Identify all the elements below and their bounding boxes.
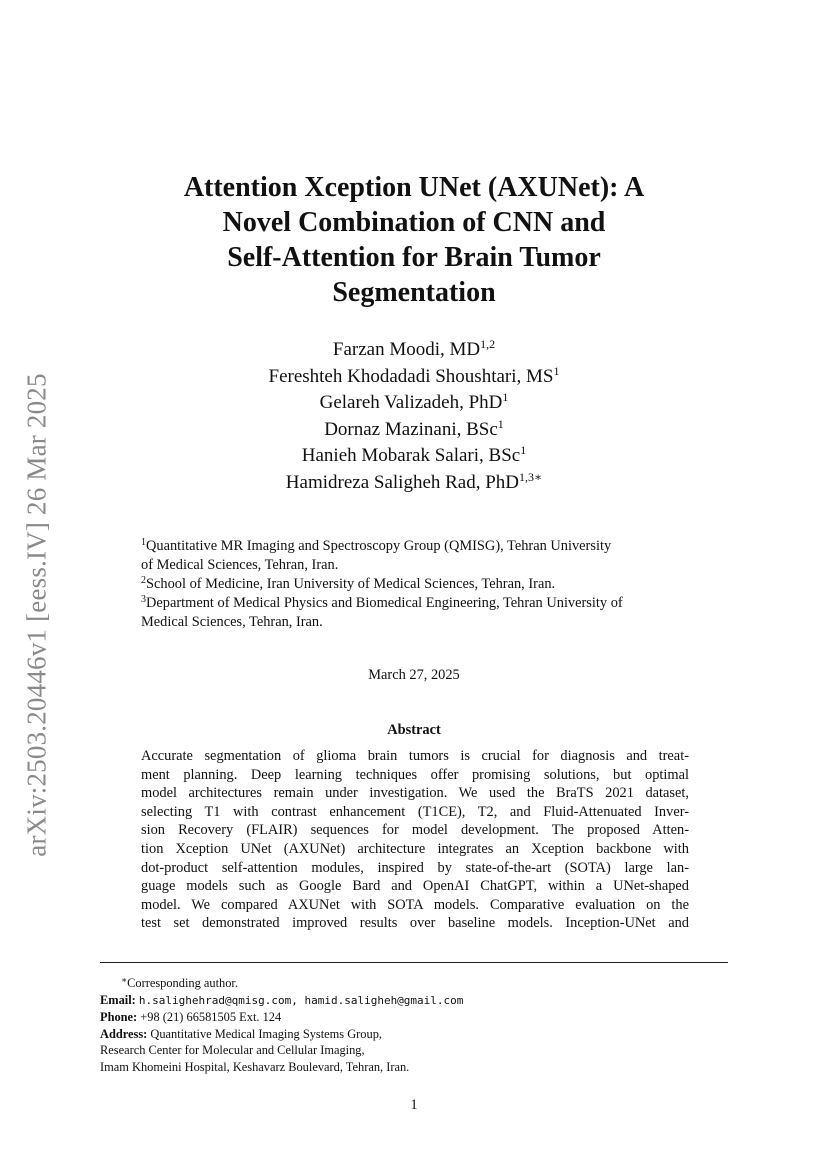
author — [110, 443, 718, 470]
address-text: Quantitative Medical Imaging Systems Group, — [150, 1026, 382, 1041]
affiliation — [141, 575, 689, 594]
footnote-divider — [100, 962, 728, 963]
affiliation-mark: 3 — [141, 594, 146, 605]
affiliation — [141, 594, 689, 613]
author — [110, 364, 718, 391]
address-line: Research Center for Molecular and Cellular Imaging, — [100, 1043, 365, 1058]
author-list — [110, 337, 718, 496]
abstract-line: selecting T1 with contrast enhancement (T1CE), T2, and Fluid-Attenuated Inver- — [141, 803, 689, 820]
corresponding-author-note — [100, 975, 740, 992]
author — [110, 390, 718, 417]
footnote-mark: ∗ — [121, 975, 128, 985]
affiliation — [141, 537, 689, 556]
author-name: Farzan Moodi, MD — [332, 339, 481, 360]
author-affiliation-mark: 1 — [497, 416, 504, 431]
affiliation-text: School of Medicine, Iran University of Medical Sciences, Tehran, Iran. — [146, 576, 556, 592]
affiliation-mark: 2 — [141, 575, 146, 586]
author-affiliation-mark: 1,2 — [480, 337, 496, 351]
author-name: Gelareh Valizadeh, PhD — [319, 392, 503, 413]
author — [110, 337, 718, 364]
author-affiliation-mark: 1 — [553, 363, 560, 378]
abstract-body — [141, 747, 689, 933]
affiliation-mark: 1 — [141, 537, 146, 548]
page-number: 1 — [410, 1097, 418, 1113]
publication-date: March 27, 2025 — [368, 667, 460, 683]
email-line — [100, 992, 740, 1010]
author-name: Dornaz Mazinani, BSc — [324, 418, 498, 440]
abstract-line: sion Recovery (FLAIR) sequences for model development. The proposed Atten- — [141, 822, 689, 839]
author-affiliation-mark: 1 — [520, 443, 527, 457]
affiliation-continued: of Medical Sciences, Tehran, Iran. — [141, 557, 339, 573]
author-name: Hanieh Mobarak Salari, BSc — [301, 445, 521, 466]
abstract-line: model. We compared AXUNet with SOTA models. Comparative evaluation on the — [141, 896, 689, 913]
address-line: Imam Khomeini Hospital, Keshavarz Boulevard, Tehran, Iran. — [100, 1059, 410, 1074]
abstract-line: Accurate segmentation of glioma brain tumors is crucial for diagnosis and treat- — [141, 748, 689, 764]
email-addresses[interactable]: h.salighehrad@qmisg.com, hamid.saligheh@gmail.com — [138, 993, 464, 1007]
abstract-line: guage models such as Google Bard and OpenAI ChatGPT, within a UNet-shaped — [141, 878, 689, 895]
abstract-line: dot-product self-attention modules, inspired by state-of-the-art (SOTA) large lan- — [141, 859, 689, 876]
corresponding-author-text: Corresponding author. — [127, 976, 238, 990]
author-name: Fereshteh Khodadadi Shoushtari, MS — [268, 365, 554, 387]
address-line — [100, 1026, 740, 1043]
abstract-line: tion Xception UNet (AXUNet) architecture integrates an Xception backbone with — [141, 840, 689, 857]
affiliation-continued: Medical Sciences, Tehran, Iran. — [141, 614, 323, 630]
author-name: Hamidreza Saligheh Rad, PhD — [285, 471, 520, 493]
abstract-line: test set demonstrated improved results over baseline models. Inception-UNet and — [141, 915, 689, 932]
phone-number: +98 (21) 66581505 Ext. 124 — [140, 1010, 282, 1025]
abstract-line: ment planning. Deep learning techniques offer promising solutions, but optimal — [141, 766, 689, 783]
author — [110, 417, 718, 444]
affiliation-text: Department of Medical Physics and Biomedical Engineering, Tehran University of — [146, 595, 623, 611]
author-affiliation-mark: 1 — [502, 390, 509, 404]
address-label: Address: — [100, 1026, 148, 1041]
affiliation-list — [141, 537, 689, 632]
abstract-line: model architectures remain under investigation. We used the BraTS 2021 dataset, — [141, 785, 689, 802]
title-line: Novel Combination of CNN and — [222, 207, 606, 238]
paper-title — [110, 170, 718, 310]
phone-line — [100, 1009, 740, 1026]
title-line: Segmentation — [332, 277, 496, 308]
email-label: Email: — [100, 992, 136, 1007]
arxiv-identifier: arXiv:2503.20446v1 [eess.IV] 26 Mar 2025 — [21, 373, 52, 857]
footnotes — [100, 975, 740, 1076]
author-affiliation-mark: 1,3∗ — [519, 469, 543, 484]
author — [110, 470, 718, 497]
phone-label: Phone: — [100, 1010, 138, 1025]
affiliation-text: Quantitative MR Imaging and Spectroscopy Group (QMISG), Tehran University — [146, 538, 612, 554]
title-line: Attention Xception UNet (AXUNet): A — [183, 172, 645, 203]
title-line: Self-Attention for Brain Tumor — [227, 242, 601, 273]
abstract-heading: Abstract — [387, 722, 441, 738]
